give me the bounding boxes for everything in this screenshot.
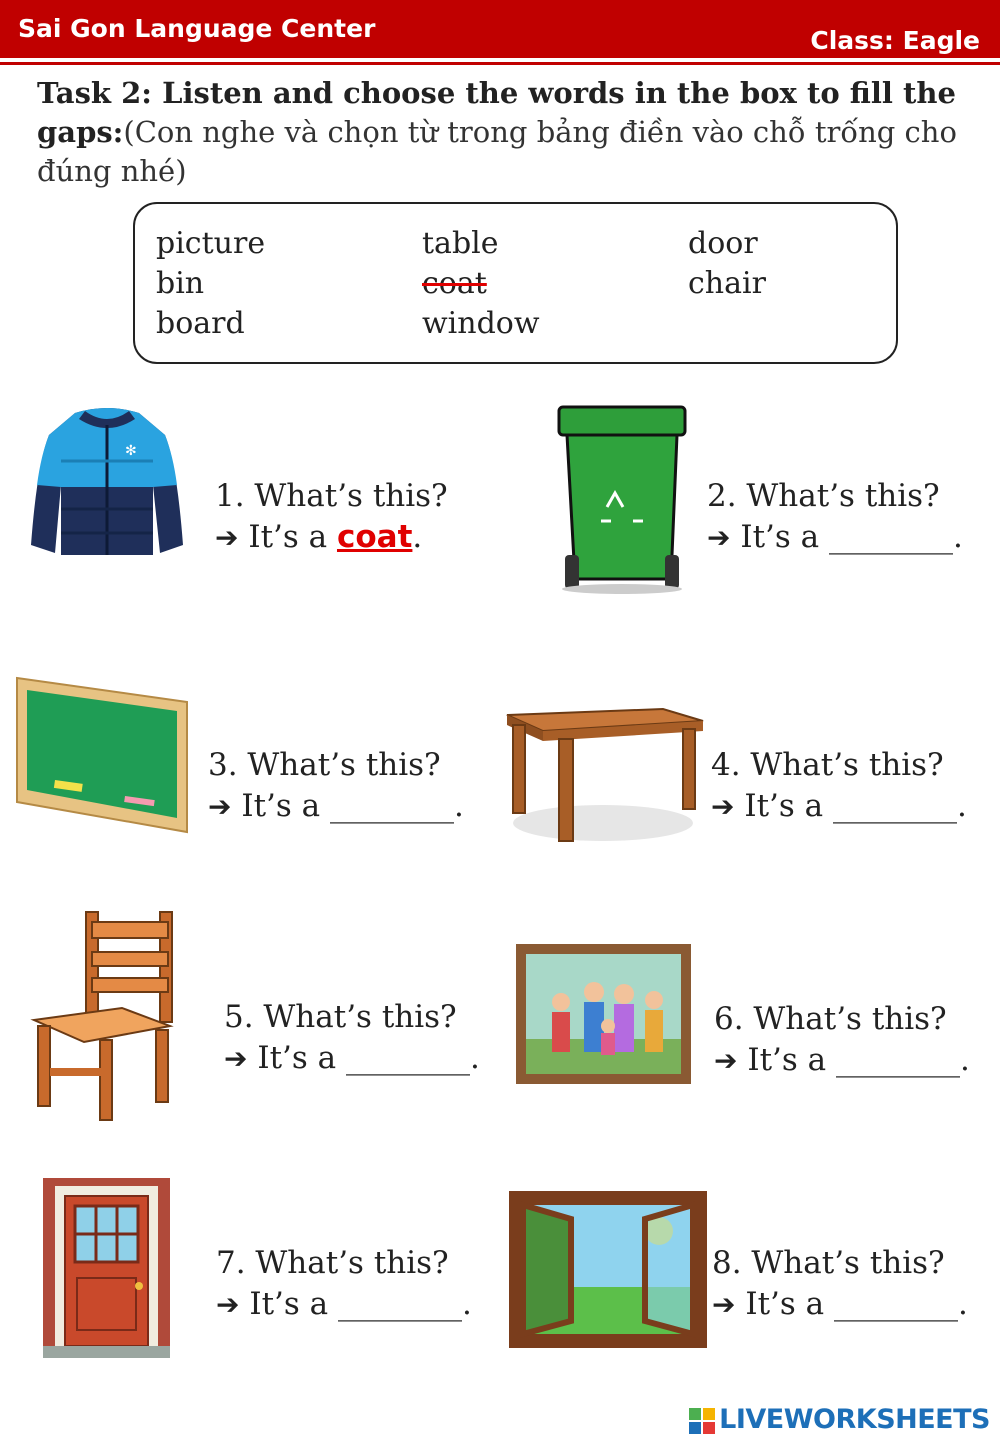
class-label: Class: Eagle bbox=[810, 26, 980, 55]
question-3-text: 3. What’s this? bbox=[208, 747, 441, 783]
question-4-blank[interactable]: ________ bbox=[832, 788, 957, 824]
arrow-icon: ➔ bbox=[215, 521, 239, 554]
word-box bbox=[133, 202, 898, 364]
question-3-end: . bbox=[453, 788, 464, 824]
question-8-text: 8. What’s this? bbox=[712, 1245, 945, 1281]
question-7 bbox=[216, 1243, 472, 1325]
word-bin: bin bbox=[156, 266, 205, 301]
header-divider bbox=[0, 62, 1000, 65]
word-board: board bbox=[156, 306, 245, 341]
question-6-end: . bbox=[959, 1042, 970, 1078]
chair-picture bbox=[30, 908, 180, 1123]
board-picture bbox=[15, 676, 190, 834]
question-2 bbox=[707, 476, 963, 558]
word-table: table bbox=[422, 226, 499, 261]
word-chair: chair bbox=[688, 266, 766, 301]
question-8-end: . bbox=[957, 1286, 968, 1322]
question-1-prefix: It’s a bbox=[248, 519, 337, 555]
green-bin-picture bbox=[555, 403, 690, 595]
word-window: window bbox=[422, 306, 540, 341]
logo-text: LIVEWORKSHEETS bbox=[719, 1404, 990, 1435]
table-picture bbox=[503, 705, 708, 845]
question-2-prefix: It’s a bbox=[740, 519, 829, 555]
question-7-prefix: It’s a bbox=[249, 1286, 338, 1322]
question-2-text: 2. What’s this? bbox=[707, 478, 940, 514]
task-instruction: (Con nghe và chọn từ trong bảng điền vào chỗ trống cho đúng nhé) bbox=[37, 115, 957, 188]
question-5-prefix: It’s a bbox=[257, 1040, 346, 1076]
question-1-answer: coat bbox=[336, 519, 413, 555]
arrow-icon: ➔ bbox=[711, 790, 735, 823]
jacket-picture bbox=[25, 405, 190, 565]
task-instructions bbox=[37, 74, 967, 191]
arrow-icon: ➔ bbox=[216, 1288, 240, 1321]
question-8-blank[interactable]: ________ bbox=[833, 1286, 958, 1322]
arrow-icon: ➔ bbox=[714, 1044, 738, 1077]
question-1 bbox=[215, 476, 448, 558]
door-picture bbox=[43, 1178, 170, 1358]
question-5-blank[interactable]: ________ bbox=[345, 1040, 470, 1076]
question-3 bbox=[208, 745, 464, 827]
question-4-end: . bbox=[956, 788, 967, 824]
question-2-blank[interactable]: ________ bbox=[828, 519, 953, 555]
arrow-icon: ➔ bbox=[712, 1288, 736, 1321]
question-1-text: 1. What’s this? bbox=[215, 478, 448, 514]
arrow-icon: ➔ bbox=[208, 790, 232, 823]
arrow-icon: ➔ bbox=[224, 1042, 248, 1075]
question-4-text: 4. What’s this? bbox=[711, 747, 944, 783]
question-8 bbox=[712, 1243, 968, 1325]
question-5 bbox=[224, 997, 480, 1079]
question-2-end: . bbox=[952, 519, 963, 555]
word-coat-crossed: coat bbox=[422, 266, 487, 301]
question-1-end: . bbox=[412, 519, 423, 555]
header-bar bbox=[0, 0, 1000, 58]
task-title: Task 2: Listen and choose the words in the box to fill the gaps: bbox=[37, 76, 956, 149]
question-5-text: 5. What’s this? bbox=[224, 999, 457, 1035]
question-7-blank[interactable]: ________ bbox=[337, 1286, 462, 1322]
arrow-icon: ➔ bbox=[707, 521, 731, 554]
liveworksheets-icon bbox=[689, 1408, 715, 1434]
word-picture: picture bbox=[156, 226, 266, 261]
word-door: door bbox=[688, 226, 758, 261]
question-4 bbox=[711, 745, 967, 827]
window-picture bbox=[509, 1191, 707, 1348]
question-4-prefix: It’s a bbox=[744, 788, 833, 824]
liveworksheets-logo[interactable] bbox=[719, 1404, 990, 1435]
question-6 bbox=[714, 999, 970, 1081]
family-picture bbox=[516, 944, 691, 1084]
question-7-text: 7. What’s this? bbox=[216, 1245, 449, 1281]
center-name: Sai Gon Language Center bbox=[18, 14, 376, 43]
question-3-prefix: It’s a bbox=[241, 788, 330, 824]
question-7-end: . bbox=[461, 1286, 472, 1322]
question-5-end: . bbox=[469, 1040, 480, 1076]
question-8-prefix: It’s a bbox=[745, 1286, 834, 1322]
svg-text:✻: ✻ bbox=[125, 443, 137, 459]
question-3-blank[interactable]: ________ bbox=[329, 788, 454, 824]
question-6-blank[interactable]: ________ bbox=[835, 1042, 960, 1078]
question-6-text: 6. What’s this? bbox=[714, 1001, 947, 1037]
question-6-prefix: It’s a bbox=[747, 1042, 836, 1078]
